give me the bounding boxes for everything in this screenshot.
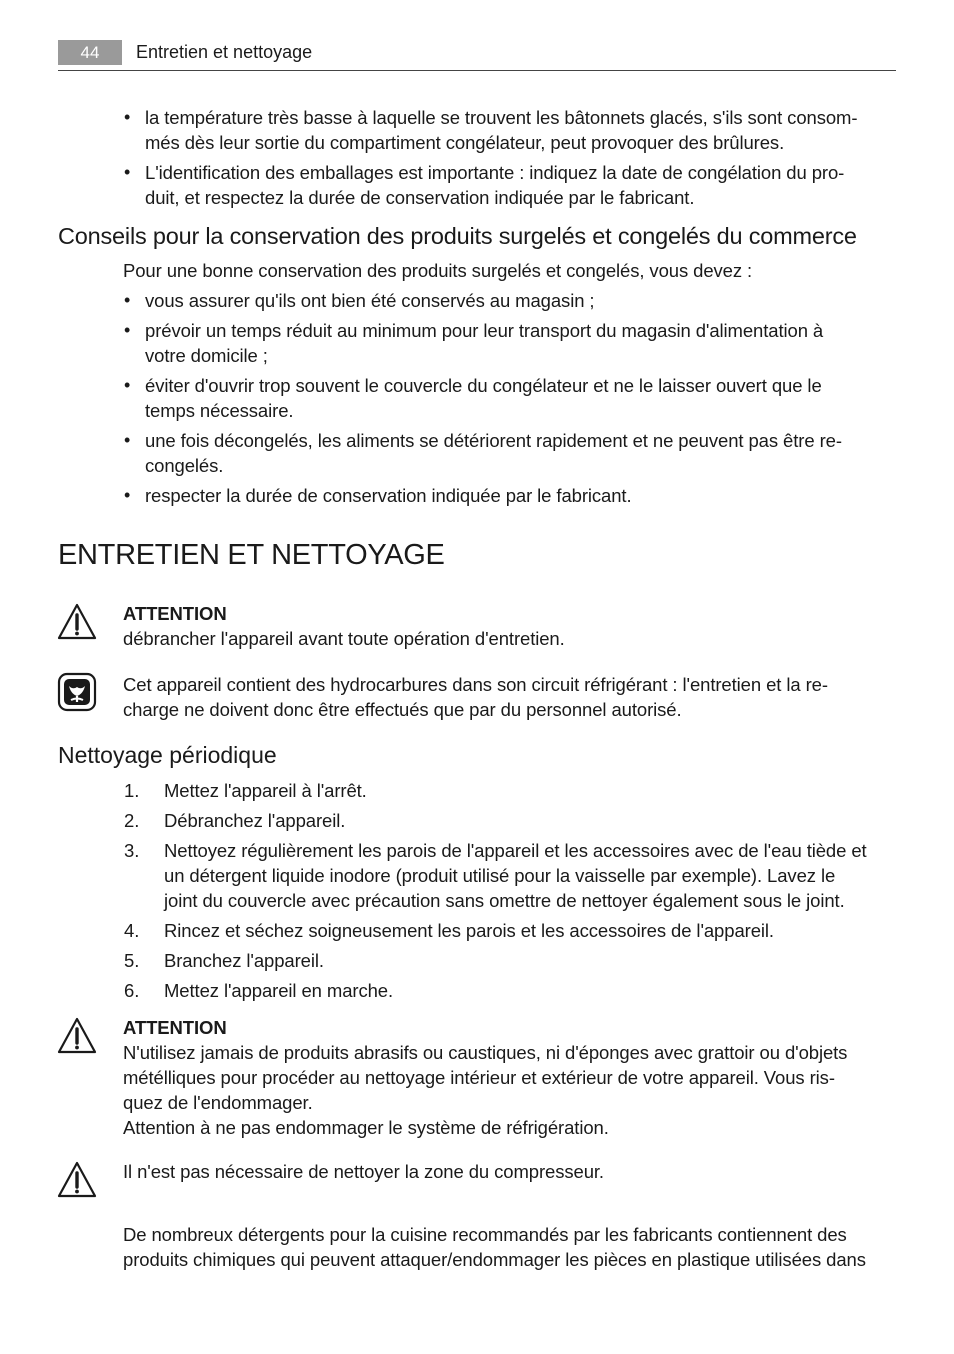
warning-text: débrancher l'appareil avant toute opération d'entretien.: [123, 628, 565, 649]
warning-line: Attention à ne pas endommager le système de réfrigération.: [123, 1117, 609, 1138]
conseils-intro: Pour une bonne conservation des produits surgelés et congelés, vous devez :: [123, 260, 753, 281]
step-number: 5.: [124, 950, 140, 971]
list-item: [0, 838, 954, 918]
list-item: [0, 918, 954, 948]
list-item-line: prévoir un temps réduit au minimum pour leur transport du magasin d'alimentation à: [145, 320, 824, 341]
list-item: [0, 288, 954, 318]
list-item-line: une fois décongelés, les aliments se détériorent rapidement et ne peuvent pas être re-: [145, 430, 842, 451]
environment-recycle-icon: [57, 672, 97, 712]
note-line: charge ne doivent donc être effectués que par du personnel autorisé.: [123, 699, 682, 720]
bullet-glyph: •: [124, 107, 131, 127]
step-number: 3.: [124, 840, 140, 861]
list-item-line: temps nécessaire.: [145, 400, 294, 421]
running-header: Entretien et nettoyage: [136, 42, 313, 62]
warning-title: ATTENTION: [123, 1017, 227, 1038]
step-line: Mettez l'appareil en marche.: [164, 980, 394, 1001]
step-number: 2.: [124, 810, 140, 831]
list-item: [0, 948, 954, 978]
conseils-bullet-list: [0, 288, 954, 513]
warning-title: ATTENTION: [123, 603, 227, 624]
list-item-line: vous assurer qu'ils ont bien été conservés au magasin ;: [145, 290, 595, 311]
list-item-line: la température très basse à laquelle se trouvent les bâtonnets glacés, s'ils sont consom-: [145, 107, 858, 128]
list-item: [0, 483, 954, 513]
bullet-glyph: •: [124, 290, 131, 310]
page-number: 44: [58, 40, 122, 65]
step-line: Débranchez l'appareil.: [164, 810, 346, 831]
step-line: Mettez l'appareil à l'arrêt.: [164, 780, 367, 801]
step-number: 6.: [124, 980, 140, 1001]
warning-line: N'utilisez jamais de produits abrasifs ou caustiques, ni d'éponges avec grattoir ou d'objets: [123, 1042, 848, 1063]
step-number: 4.: [124, 920, 140, 941]
bullet-glyph: •: [124, 430, 131, 450]
bullet-glyph: •: [124, 162, 131, 182]
final-paragraph: [123, 1222, 893, 1272]
section-heading-nettoyage: Nettoyage périodique: [58, 742, 277, 768]
section-heading-conseils: Conseils pour la conservation des produits surgelés et congelés du commerce: [58, 223, 857, 249]
bullet-glyph: •: [124, 320, 131, 340]
warning-line: quez de l'endommager.: [123, 1092, 313, 1113]
bullet-glyph: •: [124, 485, 131, 505]
list-item-line: éviter d'ouvrir trop souvent le couvercle du congélateur et ne le laisser ouvert que le: [145, 375, 822, 396]
list-item: [0, 978, 954, 1008]
step-line: Branchez l'appareil.: [164, 950, 324, 971]
warning-triangle-icon: [57, 1160, 97, 1200]
list-item: [0, 160, 954, 215]
header-divider: [58, 70, 896, 71]
warning-triangle-icon: [57, 602, 97, 642]
top-bullet-list: [0, 105, 954, 215]
list-item-line: votre domicile ;: [145, 345, 268, 366]
step-line: joint du couvercle avec précaution sans omettre de nettoyer également sous le joint.: [164, 890, 845, 911]
list-item: [0, 428, 954, 483]
paragraph-line: produits chimiques qui peuvent attaquer/endommager les pièces en plastique utilisées dans: [123, 1249, 866, 1270]
list-item-line: duit, et respectez la durée de conservation indiquée par le fabricant.: [145, 187, 695, 208]
paragraph-line: De nombreux détergents pour la cuisine recommandés par les fabricants contiennent des: [123, 1224, 847, 1245]
warning-triangle-icon: [57, 1016, 97, 1056]
list-item: [0, 318, 954, 373]
warning-line: métélliques pour procéder au nettoyage intérieur et extérieur de votre appareil. Vous ris-: [123, 1067, 835, 1088]
environment-note: [123, 672, 893, 722]
step-line: un détergent liquide inodore (produit utilisé pour la vaisselle par exemple). Lavez le: [164, 865, 836, 886]
list-item: [0, 778, 954, 808]
warning-text: Il n'est pas nécessaire de nettoyer la zone du compresseur.: [123, 1161, 604, 1182]
list-item-line: respecter la durée de conservation indiquée par le fabricant.: [145, 485, 632, 506]
list-item-line: més dès leur sortie du compartiment congélateur, peut provoquer des brûlures.: [145, 132, 785, 153]
warning-text: [123, 1040, 893, 1140]
chapter-heading: ENTRETIEN ET NETTOYAGE: [58, 539, 445, 571]
list-item-line: L'identification des emballages est importante : indiquez la date de congélation du pro-: [145, 162, 845, 183]
note-line: Cet appareil contient des hydrocarbures dans son circuit réfrigérant : l'entretien et la re-: [123, 674, 828, 695]
list-item: [0, 105, 954, 160]
list-item: [0, 808, 954, 838]
list-item: [0, 373, 954, 428]
step-line: Rincez et séchez soigneusement les parois et les accessoires de l'appareil.: [164, 920, 774, 941]
bullet-glyph: •: [124, 375, 131, 395]
list-item-line: congelés.: [145, 455, 224, 476]
nettoyage-steps: [0, 778, 954, 1008]
step-line: Nettoyez régulièrement les parois de l'appareil et les accessoires avec de l'eau tiède et: [164, 840, 867, 861]
step-number: 1.: [124, 780, 140, 801]
